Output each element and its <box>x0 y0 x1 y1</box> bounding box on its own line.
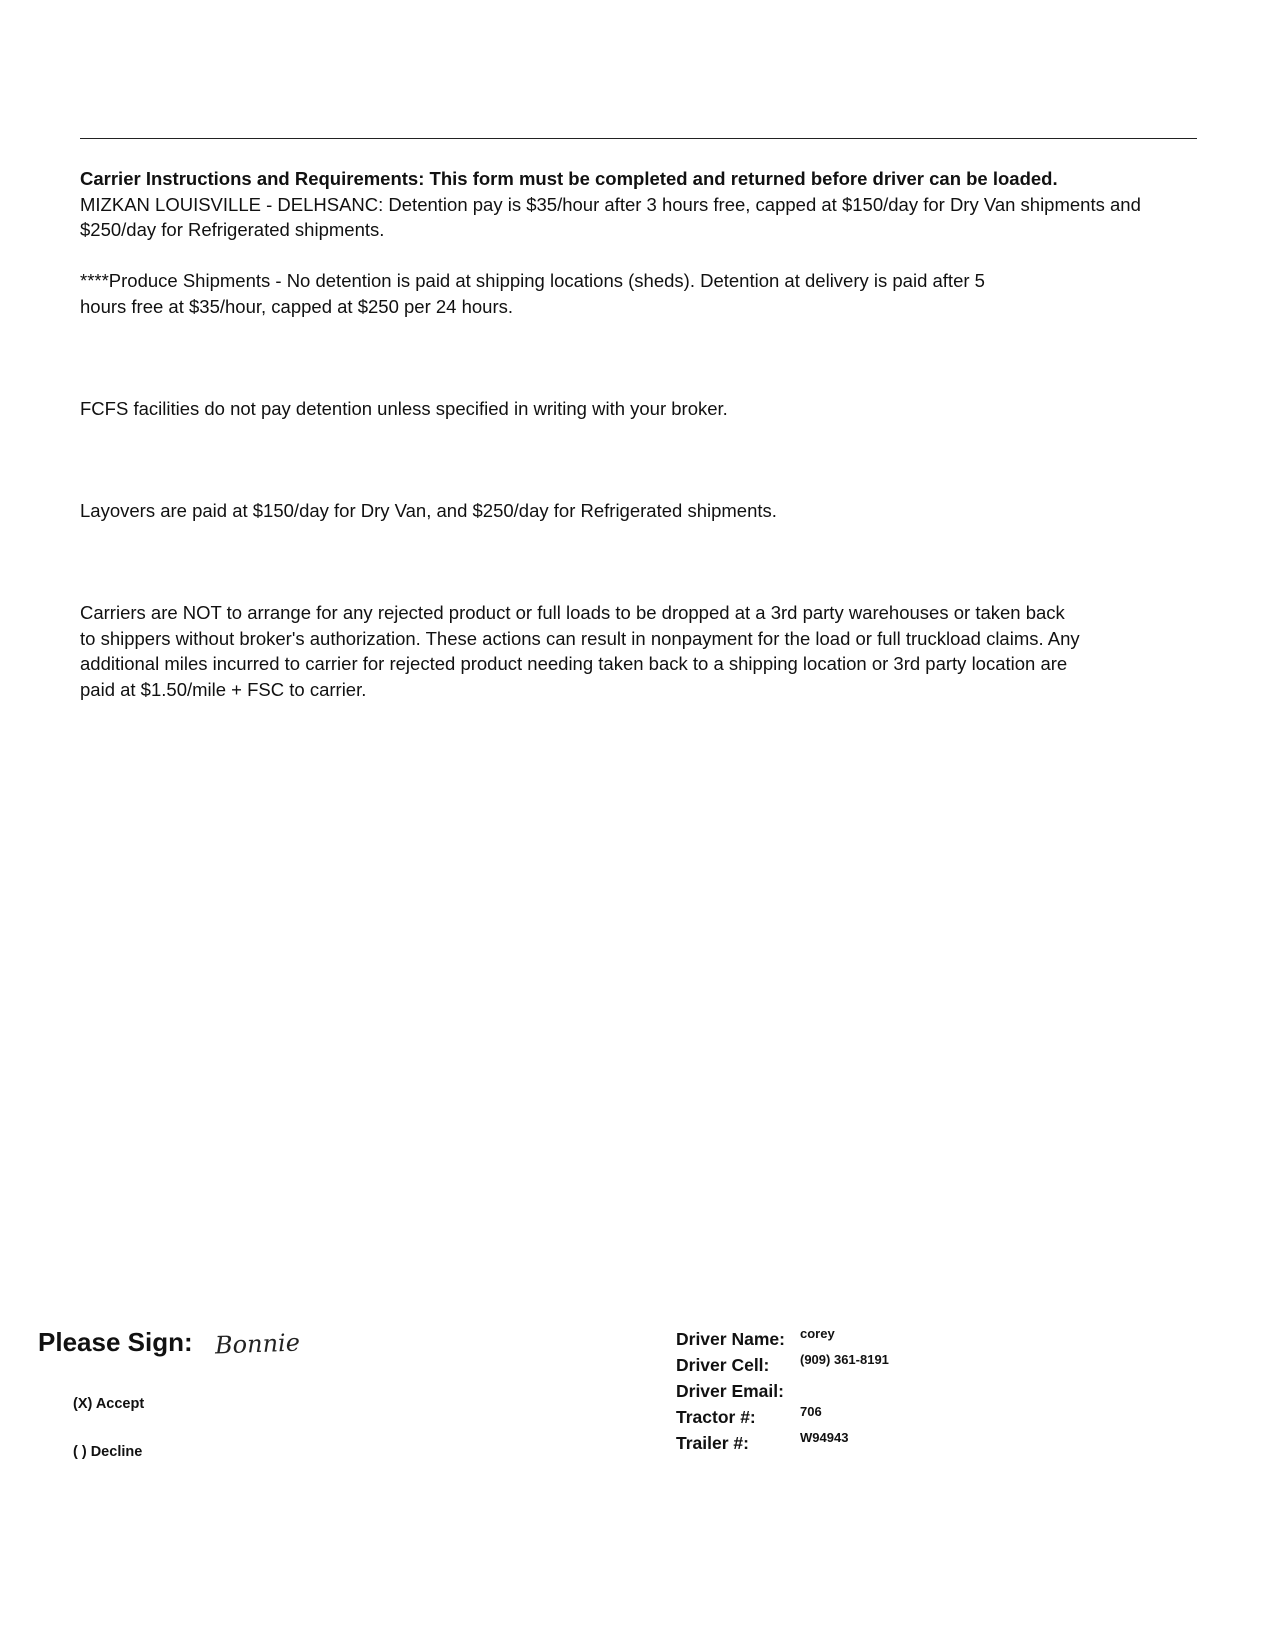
trailer-label: Trailer #: <box>676 1433 749 1453</box>
driver-name-value[interactable]: corey <box>800 1326 835 1341</box>
fcfs-terms: FCFS facilities do not pay detention unless specified in writing with your broker. <box>80 398 728 419</box>
layover-terms: Layovers are paid at $150/day for Dry Van, and $250/day for Refrigerated shipments. <box>80 500 777 521</box>
rejected-product-terms: Carriers are NOT to arrange for any rejected product or full loads to be dropped at a 3rd party warehouses or taken back to shippers without broker's authorization. These actions can result in nonpayment for the load or full truckload claims. Any additional miles incurred to carrier for rejected product needing taken back to a shipping location or 3rd party location are paid at $1.50/mile + FSC to carrier. <box>80 602 1080 700</box>
instructions-heading: Carrier Instructions and Requirements: This form must be completed and returned before driver can be loaded. <box>80 168 1058 189</box>
driver-email-label: Driver Email: <box>676 1381 784 1401</box>
tractor-value[interactable]: 706 <box>800 1404 822 1419</box>
instructions-intro <box>80 166 1200 243</box>
produce-shipments-terms: ****Produce Shipments - No detention is paid at shipping locations (sheds). Detention at delivery is paid after 5 hours free at $35/hour, capped at $250 per 24 hours. <box>80 270 985 317</box>
please-sign-label: Please Sign: <box>38 1327 193 1357</box>
signature-field[interactable]: Bonnie <box>214 1328 301 1360</box>
header-divider <box>80 138 1197 139</box>
driver-name-label: Driver Name: <box>676 1329 785 1349</box>
trailer-value[interactable]: W94943 <box>800 1430 849 1445</box>
driver-cell-value[interactable]: (909) 361-8191 <box>800 1352 889 1367</box>
detention-terms: MIZKAN LOUISVILLE - DELHSANC: Detention pay is $35/hour after 3 hours free, capped at $150/day for Dry Van shipments and $250/day for Refrigerated shipments. <box>80 193 1141 240</box>
accept-option[interactable]: (X) Accept <box>73 1396 145 1412</box>
driver-cell-label: Driver Cell: <box>676 1355 770 1375</box>
decline-option[interactable]: ( ) Decline <box>73 1444 143 1460</box>
tractor-label: Tractor #: <box>676 1407 756 1427</box>
